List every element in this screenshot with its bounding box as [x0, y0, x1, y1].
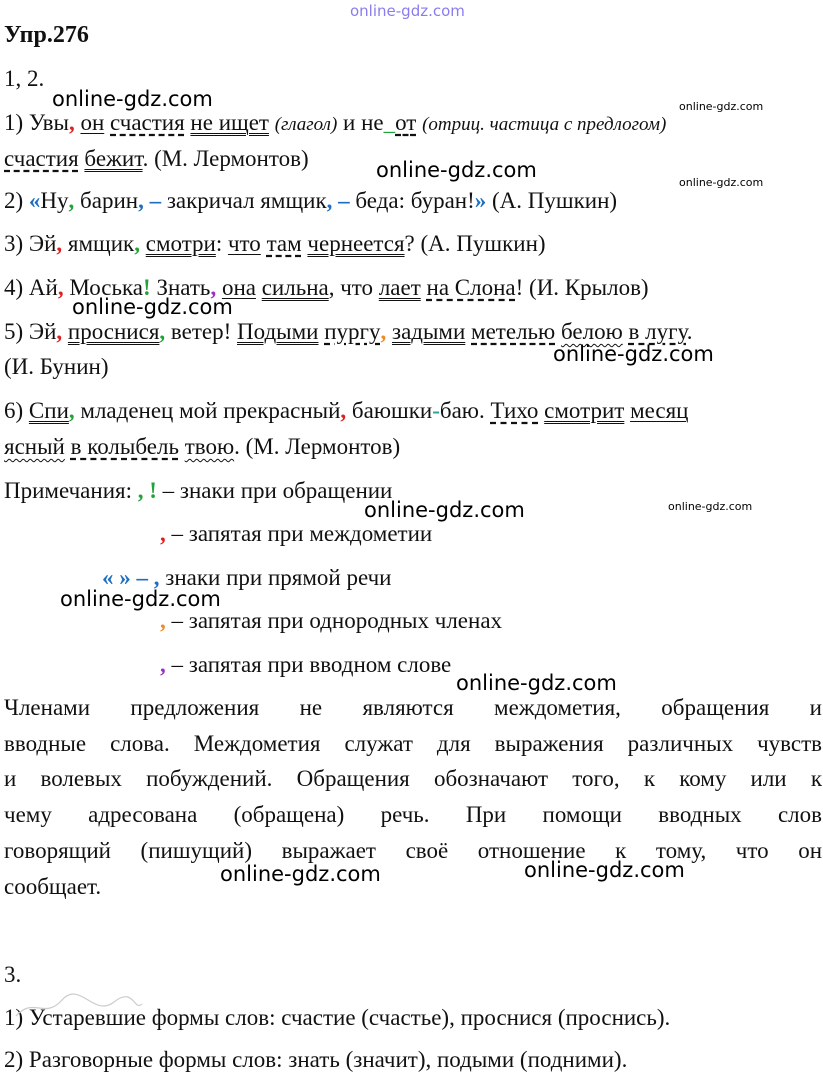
- watermark-top: online-gdz.com: [350, 2, 465, 20]
- paragraph-line-2: вводные слова. Междометия служат для выражения различных чувств: [4, 731, 822, 756]
- watermark: online-gdz.com: [72, 295, 233, 319]
- watermark-small: online-gdz.com: [668, 500, 753, 513]
- paragraph-line-1: Членами предложения не являются междометия, обращения и: [4, 695, 822, 720]
- sentence-1-line-2: счастия бежит. (М. Лермонтов): [4, 146, 309, 171]
- sentence-6-line-1: 6) Спи, младенец мой прекрасный, баюшки-баю. Тихо смотрит месяц: [4, 398, 689, 423]
- paragraph-line-3: и волевых побуждений. Обращения обозначают того, к кому или к: [4, 766, 822, 791]
- watermark: online-gdz.com: [364, 498, 525, 522]
- paragraph-line-4: чему адресована (обращена) речь. При помощи вводных слов: [4, 802, 822, 827]
- exercise-title: Упр.276: [4, 22, 89, 48]
- list-item-2: 2) Разговорные формы слов: знать (значит), подыми (подними).: [4, 1047, 628, 1072]
- section-label-3: 3.: [4, 962, 22, 987]
- watermark: online-gdz.com: [60, 587, 221, 611]
- interjection: Увы: [28, 110, 69, 135]
- watermark: online-gdz.com: [524, 858, 685, 882]
- notes-label: Примечания:: [4, 478, 132, 503]
- watermark-small: online-gdz.com: [679, 176, 764, 189]
- note-2: , – запятая при междометии: [160, 521, 433, 546]
- sentence-6-line-2: ясный в колыбель твою. (М. Лермонтов): [4, 434, 401, 459]
- watermark: online-gdz.com: [376, 158, 537, 182]
- paragraph-line-6: сообщает.: [4, 874, 102, 899]
- list-item-1: 1) Устаревшие формы слов: счастие (счастье), проснися (проснись).: [4, 1005, 671, 1030]
- note-3: « » – , знаки при прямой речи: [102, 565, 392, 590]
- sentence-2: 2) «Ну, барин, – закричал ямщик, – беда: буран!» (А. Пушкин): [4, 188, 618, 213]
- sentence-5-line-2: (И. Бунин): [4, 354, 109, 379]
- sentence-1-line-1: 1) Увы, он счастия не ищет (глагол) и не_от (отриц. частица с предлогом): [4, 110, 667, 135]
- comma-interjection: ,: [68, 110, 75, 135]
- sentence-4: 4) Ай, Моська! Знать, она сильна, что лает на Слона! (И. Крылов): [4, 275, 649, 300]
- subject: он: [80, 110, 105, 135]
- sentence-3: 3) Эй, ямщик, смотри: что там чернеется? (А. Пушкин): [4, 231, 546, 256]
- note-1: Примечания: , ! – знаки при обращении: [4, 478, 393, 503]
- watermark: online-gdz.com: [456, 671, 617, 695]
- watermark: online-gdz.com: [553, 342, 714, 366]
- predicate: не ищет: [190, 110, 269, 135]
- note-verb: (глагол): [274, 114, 338, 135]
- section-label-12: 1, 2.: [4, 66, 45, 91]
- note-4: , – запятая при однородных членах: [160, 608, 503, 633]
- watermark: online-gdz.com: [220, 862, 381, 886]
- scribble-decoration: [14, 992, 144, 1022]
- note-particle: (отриц. частица с предлогом): [422, 114, 667, 135]
- watermark: online-gdz.com: [52, 87, 213, 111]
- sentence-5-line-1: 5) Эй, проснися, ветер! Подыми пургу, задыми метелью белою в лугу.: [4, 319, 693, 344]
- watermark-small: online-gdz.com: [679, 100, 764, 113]
- note-5: , – запятая при вводном слове: [160, 652, 452, 677]
- paragraph-line-5: говорящий (пишущий) выражает своё отношение к тому, что он: [4, 838, 822, 863]
